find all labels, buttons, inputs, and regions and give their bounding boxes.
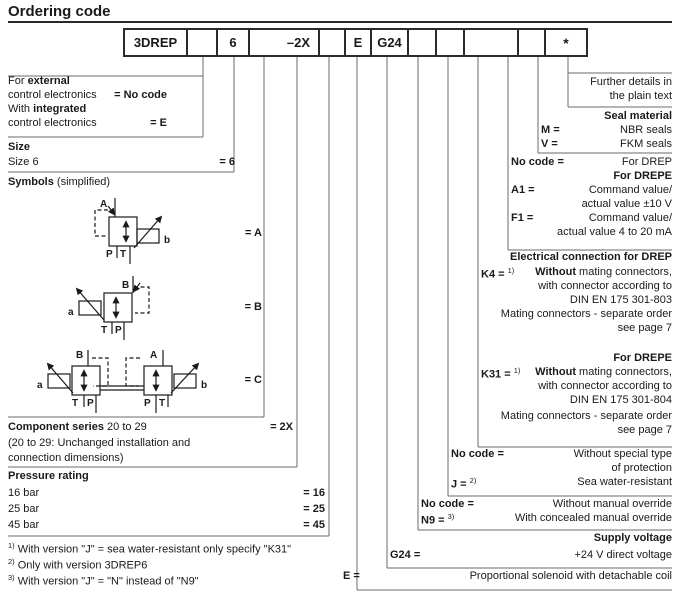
port-label-a: A [100,199,108,210]
port-label-p: P [144,398,151,409]
k4-line4: Mating connectors - separate order [500,308,672,320]
code-box-protection [435,28,465,57]
electronics-line3: With integrated [8,103,87,115]
code-box-series: –2X [248,28,320,57]
k31-line5: see page 7 [617,424,672,436]
solenoid-label-a: a [68,307,74,318]
code-box-pressure [318,28,346,57]
k4-label: K4 = $^{1)}$ [481,266,515,281]
code-box-e: E [344,28,372,57]
valve-symbol-c-ports [37,350,207,409]
electrical-heading: Electrical connection for DREP [510,251,672,263]
override-n9-label: N9 = $^{3)}$ [421,512,455,527]
port-label-b: B [122,280,130,291]
electronics-line2: control electronics [8,89,97,101]
interface-heading: For DREPE [613,170,672,182]
series-code: = 2X [270,421,293,433]
k31-line3: DIN EN 175 301-804 [569,394,672,406]
k4-row: K4 = $^{1)}$ Without mating connectors, [481,266,672,281]
protection-nocode-row: No code = Without special type [451,448,672,460]
interface-nocode-label: No code = [511,156,564,168]
code-box-3drep: 3DREP [123,28,188,57]
further-line2: the plain text [609,90,672,102]
port-label-t: T [101,325,108,336]
k31-line4: Mating connectors - separate order [500,410,672,422]
interface-f1-label: F1 = [511,212,534,224]
interface-f1-line2: actual value 4 to 20 mA [557,226,672,238]
override-nocode-row: No code = Without manual override [421,498,672,510]
protection-j-row: J = $^{2)}$ Sea water-resistant [451,476,672,491]
k4-line5: see page 7 [617,322,672,334]
interface-a1-row: A1 = Command value/ [511,184,672,196]
k31-line2: with connector according to [538,380,672,392]
symbols-heading: Symbols (simplified) [8,176,111,188]
protection-j-label: J = $^{2)}$ [451,476,477,491]
footnote-1: $^{1)}$ With version "J" = sea water-resistant only specify "K31" [8,541,292,556]
symbol-c-code: = C [244,374,262,386]
electronics-line4: control electronics [8,117,97,129]
pressure-row-45: 45 bar [8,519,40,531]
k4-line2: with connector according to [538,280,672,292]
solenoid-e-label: E = [343,570,360,582]
code-box-size: 6 [216,28,250,57]
interface-f1-row: F1 = Command value/ [511,212,672,224]
solenoid-e-row: E = Proportional solenoid with detachable coil [343,570,672,582]
k31-row: K31 = $^{1)}$ Without mating connectors, [481,366,672,381]
port-label-t: T [159,398,166,409]
electronics-line1: For external [8,75,70,87]
override-nocode-label: No code = [421,498,474,510]
override-n9-row: N9 = $^{3)}$ With concealed manual override [421,512,672,527]
symbol-a-code: = A [244,227,262,239]
electronics-code-nocode: = No code [114,89,167,101]
solenoid-label-b: b [201,380,208,391]
seal-heading: Seal material [604,110,672,122]
valve-symbol-b-ports [68,280,129,336]
code-box-override [407,28,437,57]
protection-nocode-label: No code = [451,448,504,460]
electrical-heading2: For DREPE [613,352,672,364]
solenoid-label-a: a [37,380,43,391]
series-note1: (20 to 29: Unchanged installation and [8,437,191,449]
solenoid-label-b: b [164,235,171,246]
supply-heading: Supply voltage [593,532,672,544]
code-box-electronics [186,28,218,57]
interface-a1-label: A1 = [511,184,535,196]
code-box-g24: G24 [370,28,409,57]
seal-row-m: M = NBR seals [541,124,672,136]
port-label-a: A [150,350,158,361]
valve-symbol-b [77,276,149,340]
port-label-p: P [87,398,94,409]
pressure-code-16: = 16 [303,487,325,499]
footnote-3: $^{3)}$ With version "J" = "N" instead of "N9" [8,573,199,588]
title-underline [8,21,672,23]
size-row: Size 6 [8,156,39,168]
size-code: = 6 [219,156,235,168]
protection-line2: of protection [611,462,672,474]
further-line1: Further details in [590,76,672,88]
k4-line3: DIN EN 175 301-803 [569,294,672,306]
port-label-b: B [76,350,84,361]
pressure-code-45: = 45 [303,519,325,531]
supply-g24-label: G24 = [390,549,421,561]
pressure-row-25: 25 bar [8,503,40,515]
pressure-heading: Pressure rating [8,470,89,482]
series-note2: connection dimensions) [8,452,124,464]
size-heading: Size [8,141,31,153]
symbol-b-code: = B [244,301,262,313]
interface-nocode-row: No code = For DREP [511,156,672,168]
valve-symbol-c [48,350,198,413]
code-box-seal [517,28,546,57]
port-label-t: T [72,398,79,409]
electronics-code-e: = E [150,117,167,129]
series-heading: Component series 20 to 29 [8,421,147,433]
supply-g24-row: G24 = +24 V direct voltage [390,549,672,561]
seal-code-v: V = [541,138,558,150]
page-title: Ordering code [8,3,111,20]
seal-code-m: M = [541,124,560,136]
interface-a1-line2: actual value ±10 V [581,198,672,210]
k31-label: K31 = $^{1)}$ [481,366,521,381]
port-label-t: T [120,249,127,260]
code-box-star: * [544,28,588,57]
port-label-p: P [115,325,122,336]
port-label-p: P [106,249,113,260]
seal-row-v: V = FKM seals [541,138,672,150]
code-box-connector [463,28,519,57]
pressure-code-25: = 25 [303,503,325,515]
pressure-row-16: 16 bar [8,487,40,499]
footnote-2: $^{2)}$ Only with version 3DREP6 [8,557,148,572]
